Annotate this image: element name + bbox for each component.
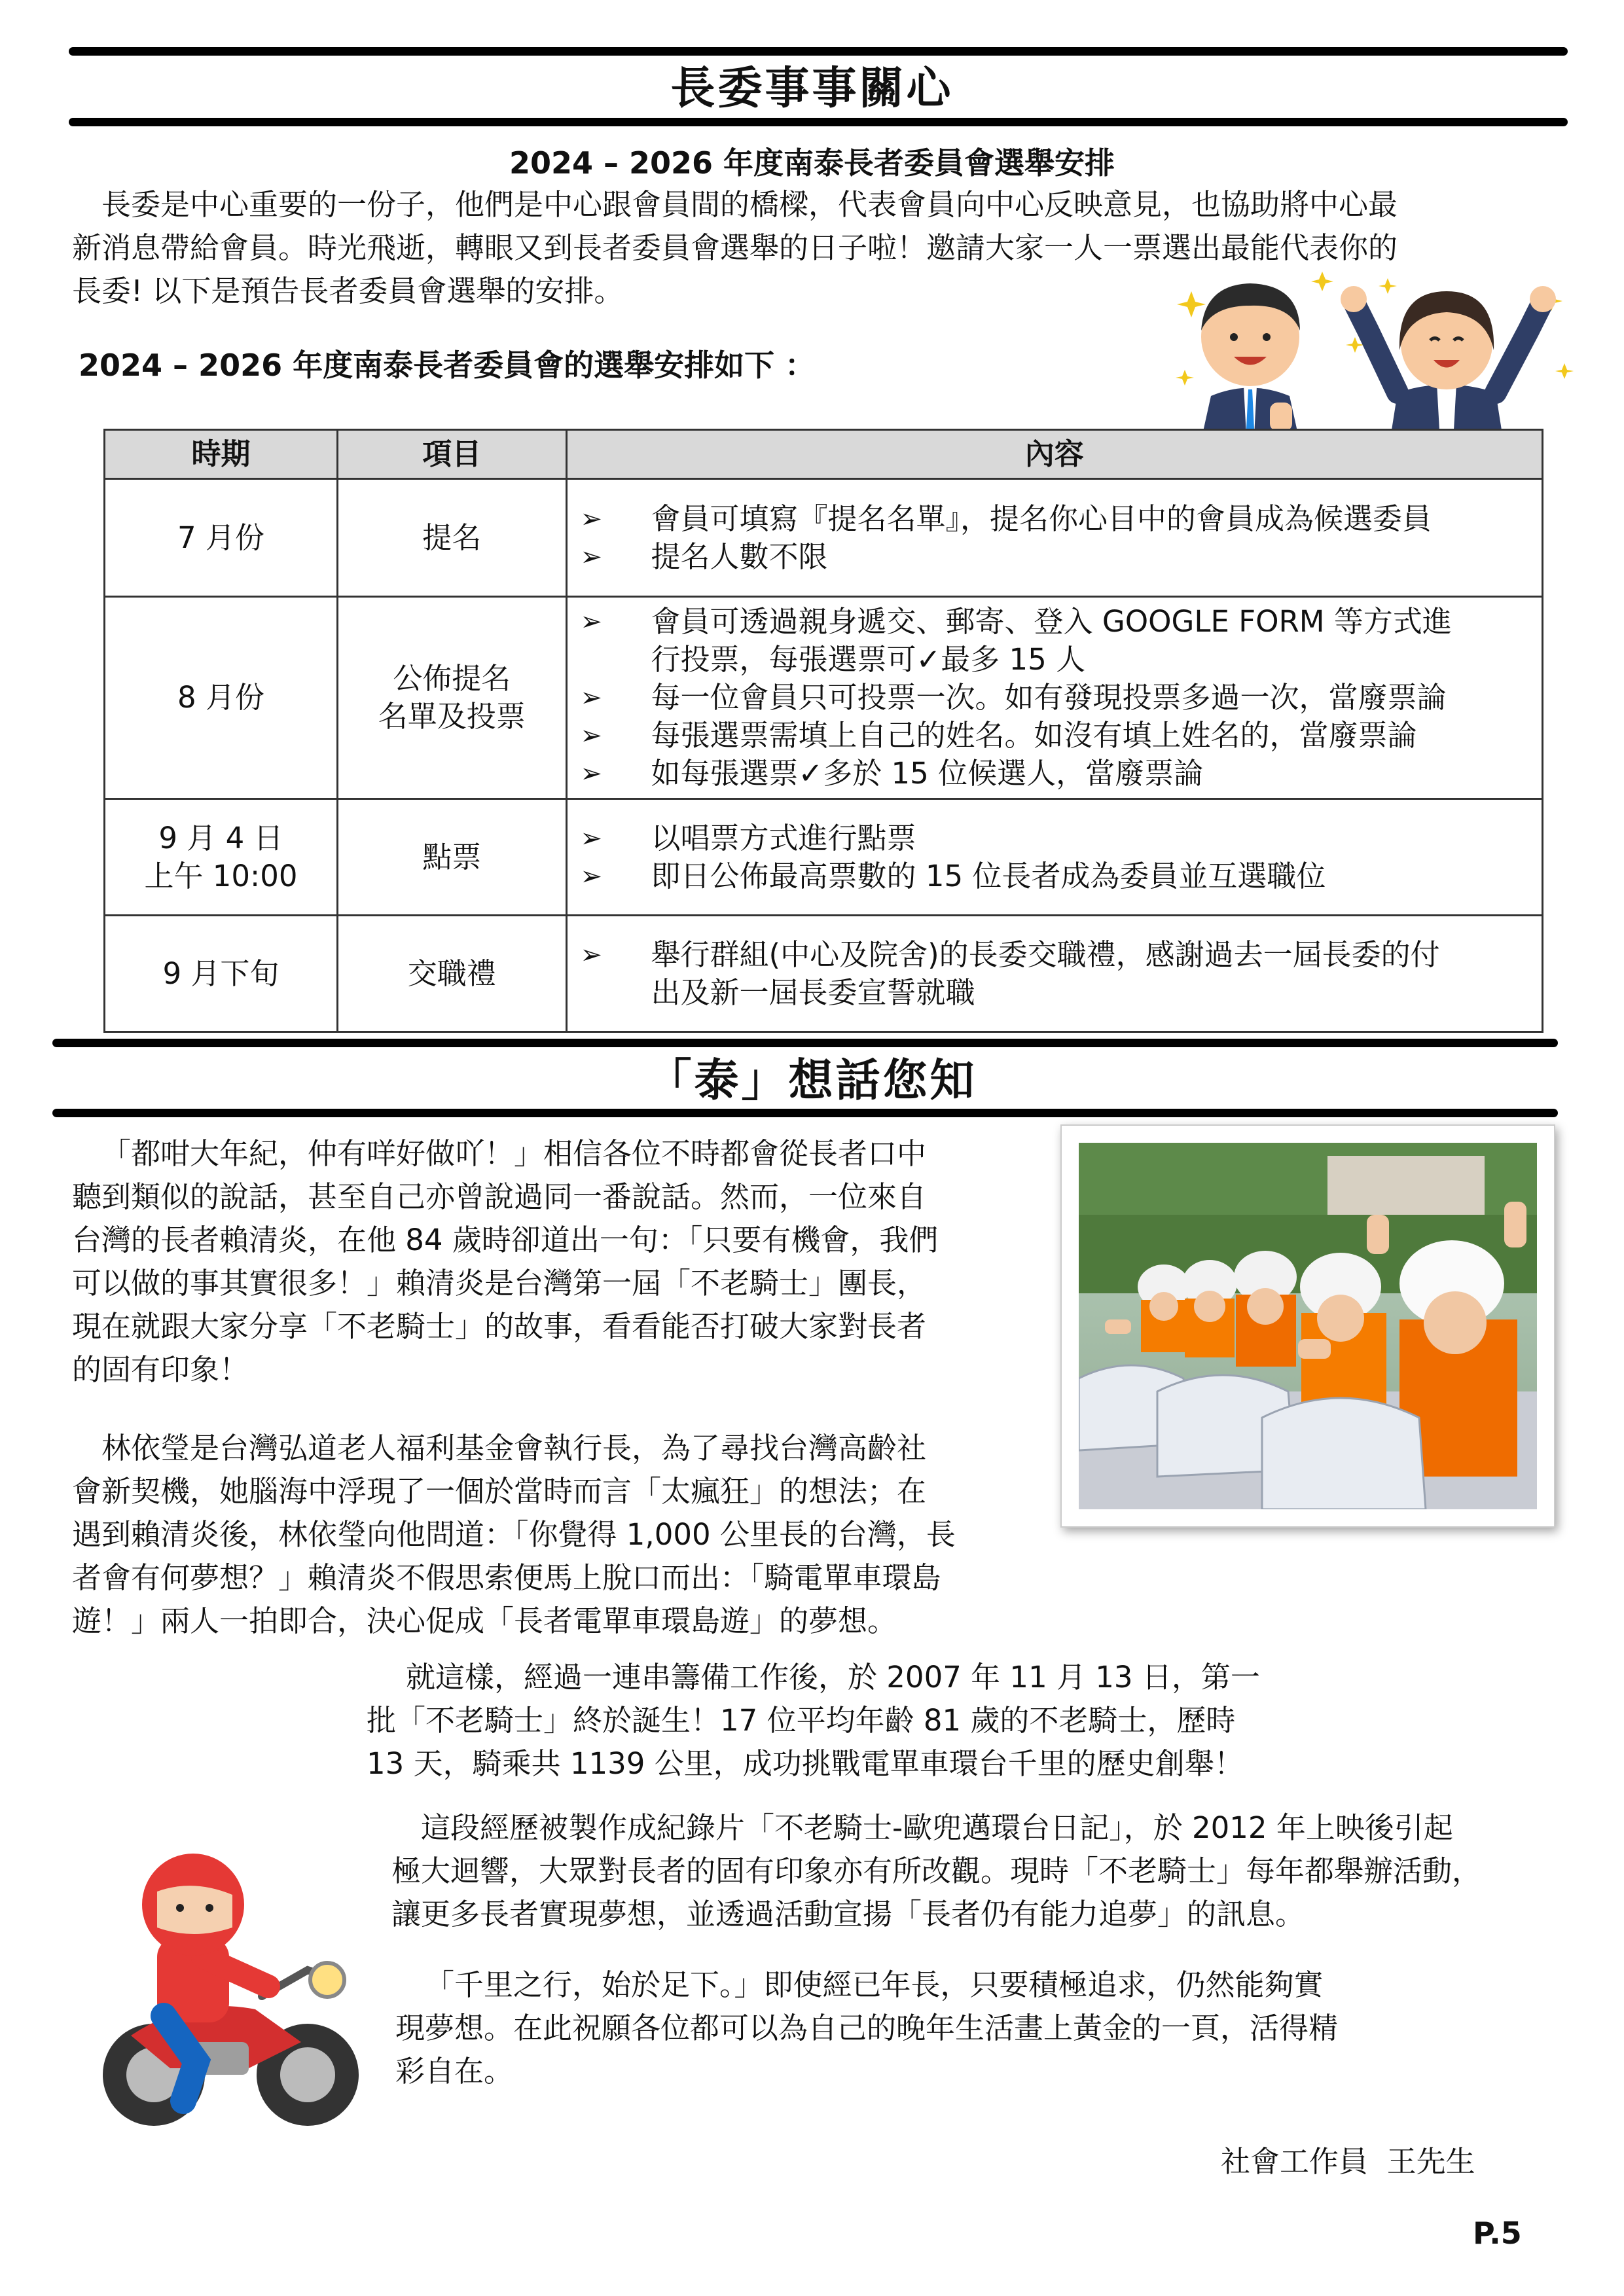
motorcycle-rider-illustration [92, 1846, 373, 2140]
item-cell: 提名 [337, 479, 566, 597]
content-cell [566, 799, 1542, 916]
page-number: P.5 [1473, 2215, 1522, 2251]
arrow-bullet-icon: ➢ [580, 861, 603, 891]
table-row [105, 479, 1543, 597]
list-item: ➢ 以唱票方式進行點票 [581, 819, 1528, 857]
section2-title: 「泰」想話您知 [647, 1055, 977, 1107]
section1-bottom-rule [69, 118, 1568, 126]
table-row [105, 916, 1543, 1032]
story-paragraph-2 [72, 1427, 956, 1643]
content-cell [566, 597, 1542, 799]
list-item: ➢ 會員可填寫『提名名單』，提名你心目中的會員成為候選委員 [581, 500, 1528, 538]
period-cell: 9 月下旬 [105, 916, 338, 1032]
intro-line: 長委! 以下是預告長者委員會選舉的安排。 [72, 274, 624, 308]
list-item: ➢ 會員可透過親身遞交、郵寄、登入 GOOGLE FORM 等方式進 行投票，每張選票可✓最多 15 人 [580, 604, 1452, 677]
period-cell: 7 月份 [105, 479, 338, 597]
story-line: 就這樣，經過一連串籌備工作後，於 2007 年 11 月 13 日，第一 [406, 1660, 1260, 1695]
list-item: ➢ 如每張選票✓多於 15 位候選人，當廢票論 [581, 755, 1528, 793]
arrow-bullet-icon: ➢ [580, 541, 603, 572]
content-cell [566, 916, 1542, 1032]
cheering-people-illustration [1172, 252, 1578, 455]
election-subtitle: 2024 – 2026 年度南泰長者委員會選舉安排 [509, 145, 1115, 181]
table-row [105, 597, 1543, 799]
section2-bottom-rule [52, 1109, 1558, 1117]
story-line: 彩自在。 [395, 2054, 514, 2089]
story-line: 「都咁大年紀，仲有咩好做吖！」相信各位不時都會從長者口中 [101, 1136, 927, 1171]
photo-frame [1060, 1124, 1555, 1528]
arrow-bullet-icon: ➢ [580, 607, 603, 637]
list-item: ➢ 即日公佈最高票數的 15 位長者成為委員並互選職位 [581, 857, 1528, 895]
intro-line: 長委是中心重要的一份子，他們是中心跟會員間的橋樑，代表會員向中心反映意見，也協助將中心最 [101, 187, 1398, 222]
story-line: 這段經歷被製作成紀錄片「不老騎士-歐兜邁環台日記」，於 2012 年上映後引起 [421, 1810, 1453, 1845]
period-cell: 8 月份 [105, 597, 338, 799]
story-line: 極大迴響，大眾對長者的固有印象亦有所改觀。現時「不老騎士」每年都舉辦活動， [391, 1854, 1482, 1888]
table-row [105, 799, 1543, 916]
story-line: 可以做的事其實很多！」賴清炎是台灣第一屆「不老騎士」團長， [72, 1266, 927, 1300]
item-cell: 公佈提名 名單及投票 [337, 597, 566, 799]
content-cell [566, 479, 1542, 597]
story-line: 現夢想。在此祝願各位都可以為自己的晚年生活畫上黃金的一頁，活得精 [395, 2011, 1339, 2045]
story-line: 的固有印象！ [72, 1352, 249, 1387]
arrow-bullet-icon: ➢ [580, 503, 603, 534]
story-line: 13 天，騎乘共 1139 公里，成功挑戰電單車環台千里的歷史創舉！ [367, 1746, 1244, 1781]
story-line: 聽到類似的說話，甚至自己亦曾說過同一番說話。然而，一位來自 [72, 1179, 927, 1214]
schedule-heading: 2024 – 2026 年度南泰長者委員會的選舉安排如下 ： [79, 348, 816, 383]
arrow-bullet-icon: ➢ [580, 823, 603, 853]
story-line: 批「不老騎士」終於誕生！17 位平均年齡 81 歲的不老騎士，歷時 [367, 1703, 1236, 1738]
header-period: 時期 [105, 430, 338, 479]
story-line: 遊！」兩人一拍即合，決心促成「長者電單車環島遊」的夢想。 [72, 1604, 897, 1638]
list-item: ➢ 每張選票需填上自己的姓名。如沒有填上姓名的，當廢票論 [581, 717, 1528, 755]
story-line: 「千里之行，始於足下。」即使經已年長，只要積極追求，仍然能夠實 [425, 1967, 1324, 2002]
item-cell: 點票 [337, 799, 566, 916]
elderly-riders-photo [1079, 1143, 1537, 1509]
arrow-bullet-icon: ➢ [580, 683, 603, 713]
story-paragraph-4 [391, 1806, 1481, 1936]
period-cell: 9 月 4 日 上午 10:00 [105, 799, 338, 916]
arrow-bullet-icon: ➢ [580, 939, 603, 970]
story-line: 現在就跟大家分享「不老騎士」的故事，看看能否打破大家對長者 [72, 1309, 927, 1344]
list-item: ➢ 提名人數不限 [581, 538, 1528, 576]
story-line: 讓更多長者實現夢想，並透過活動宣揚「長者仍有能力追夢」的訊息。 [391, 1897, 1305, 1931]
story-paragraph-1 [72, 1132, 938, 1391]
story-line: 者會有何夢想？」賴清炎不假思索便馬上脫口而出：「騎電單車環島 [72, 1560, 941, 1595]
section2-top-rule [52, 1039, 1558, 1047]
story-line: 台灣的長者賴清炎，在他 84 歲時卻道出一句：「只要有機會，我們 [72, 1223, 939, 1257]
section1-title: 長委事事關心 [670, 63, 954, 115]
table-header-row [105, 430, 1543, 479]
story-line: 林依瑩是台灣弘道老人福利基金會執行長，為了尋找台灣高齡社 [101, 1431, 927, 1465]
section1-top-rule [69, 47, 1568, 56]
arrow-bullet-icon: ➢ [580, 721, 603, 751]
story-line: 遇到賴清炎後，林依瑩向他問道：「你覺得 1,000 公里長的台灣，長 [72, 1517, 956, 1552]
story-line: 會新契機，她腦海中浮現了一個於當時而言「太瘋狂」的想法；在 [72, 1474, 927, 1509]
list-item: ➢ 舉行群組(中心及院舍)的長委交職禮，感謝過去一屆長委的付 出及新一屆長委宣誓就職 [580, 937, 1440, 1010]
story-paragraph-3 [367, 1656, 1260, 1785]
header-content: 內容 [566, 430, 1542, 479]
header-item: 項目 [337, 430, 566, 479]
signature: 社會工作員 王先生 [1221, 2144, 1475, 2179]
intro-line: 新消息帶給會員。時光飛逝，轉眼又到長者委員會選舉的日子啦！邀請大家一人一票選出最能代表你的 [72, 230, 1398, 265]
item-cell: 交職禮 [337, 916, 566, 1032]
schedule-table [103, 429, 1543, 1033]
story-paragraph-5 [395, 1964, 1338, 2093]
list-item: ➢ 每一位會員只可投票一次。如有發現投票多過一次，當廢票論 [581, 679, 1528, 717]
arrow-bullet-icon: ➢ [580, 759, 603, 789]
